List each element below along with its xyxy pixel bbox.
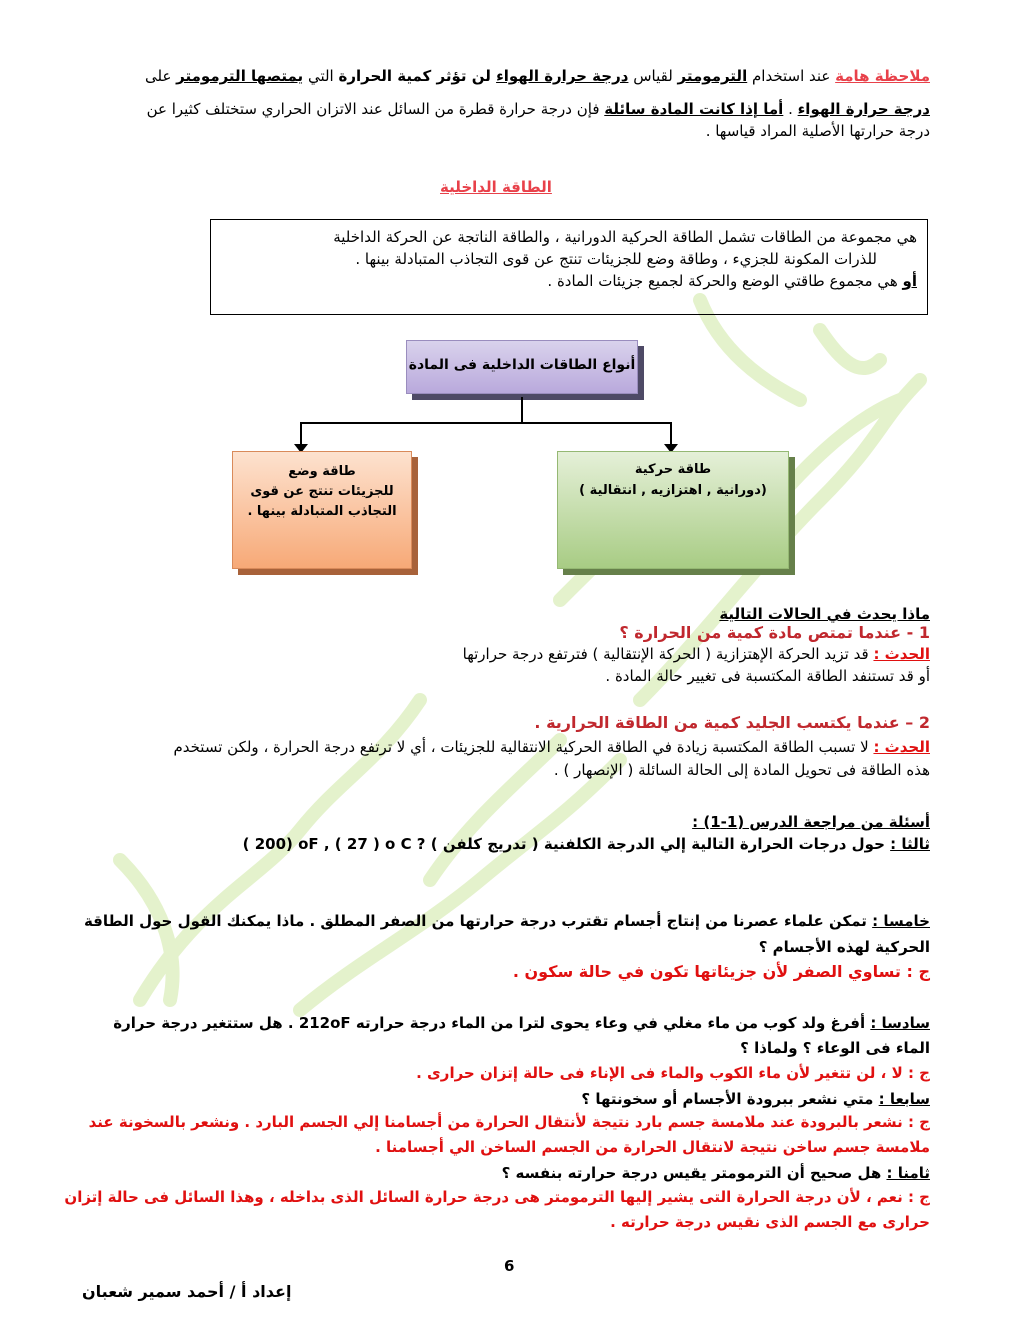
q6-label: سادسا : [870, 1014, 930, 1032]
internal-energy-heading: الطاقة الداخلية [440, 178, 552, 196]
q3-label: ثالثا : [890, 835, 930, 853]
q8-label: ثامنا : [886, 1164, 930, 1182]
case2-answer-line-2: هذه الطاقة فى تحويل المادة إلى الحالة السائلة ( الإنصهار ) . [553, 761, 930, 779]
review-heading: أسئلة من مراجعة الدرس (1-1) : [692, 813, 930, 831]
note-text-8: درجة حرارتها الأصلية المراد قياسها . [705, 122, 930, 140]
note-text-3: لن تؤثر كمية الحرارة [338, 67, 497, 85]
question-5-answer: ج : تساوي الصفر لأن جزيئاتها تكون في حالة سكون . [512, 962, 930, 981]
potential-title: طاقة وضع [288, 464, 356, 479]
note-line-2 [80, 99, 930, 119]
question-8-answer-1: ج : نعم ، لأن درجة الحرارة التى يشير إليها الترمومتر هى درجة حرارة السائل الذى بداخله ، وهذا السائل فى حالة إتزان [64, 1188, 930, 1206]
question-6-line-2: الماء فى الوعاء ؟ ولماذا ؟ [740, 1039, 930, 1057]
note-text-7: فإن درجة حرارة قطرة من السائل عند الاتزان الحراري ستختلف كثيرا عن [146, 100, 605, 118]
definition-line-3 [221, 270, 917, 292]
note-label: ملاحظة هامة [835, 67, 930, 85]
definition-line-1: هي مجموعة من الطاقات تشمل الطاقة الحركية الدورانية ، والطاقة الناتجة عن الحركة الداخلية [333, 228, 917, 246]
note-thermometer: الترمومتر [677, 67, 748, 85]
q5-text: تمكن علماء عصرنا من إنتاج أجسام تقترب درجة حرارتها من الصفر المطلق . ماذا يمكنك القول حول الطاقة [83, 912, 873, 930]
page-number: 6 [504, 1257, 515, 1275]
case2-question: 2 – عندما يكتسب الجليد كمية من الطاقة الحرارية . [534, 713, 930, 732]
potential-energy-box [232, 451, 412, 569]
note-text-2: لقياس [628, 67, 678, 85]
note-text-1: عند استخدام [747, 67, 836, 85]
case2-answer-1: لا تسبب الطاقة المكتسبة زيادة في الطاقة الحركية الانتقالية للجزيئات ، أي لا ترتفع درجة الحرارة ، ولكن تستخدم [173, 738, 874, 756]
question-6-line-1 [80, 1013, 930, 1033]
kinetic-subtitle: (دورانية , اهتزازيه , انتقالية ) [579, 483, 767, 498]
definition-box [210, 219, 928, 315]
case2-answer-line-1 [80, 737, 930, 757]
note-text-6: . [783, 100, 798, 118]
case1-answer-line-2: أو قد تستنفد الطاقة المكتسبة فى تغيير حالة المادة . [605, 667, 930, 685]
question-7 [80, 1089, 930, 1109]
q7-text: متي نشعر ببرودة الأجسام أو سخونتها ؟ [581, 1090, 879, 1108]
q7-label: سابعا : [878, 1090, 930, 1108]
note-air-temp: درجة حرارة الهواء [496, 67, 629, 85]
note-line-3 [80, 121, 930, 141]
kinetic-title: طاقة حركية [634, 462, 712, 477]
diagram-title-box: أنواع الطاقات الداخلية فى المادة [406, 340, 638, 394]
footer-author: إعداد أ / أحمد سمير شعبان [82, 1282, 292, 1301]
note-text-5: على [144, 67, 177, 85]
note-liquid: أما إذا كانت المادة سائلة [604, 100, 784, 118]
potential-line-1: للجزيئات تنتج عن قوى [250, 484, 394, 499]
question-7-answer-1: ج : نشعر بالبرودة عند ملامسة جسم بارد نتيجة لأنتقال الحرارة من أجسامنا إلي الجسم البارد . ونشعر بالسخونة عند [88, 1113, 930, 1131]
question-8-answer-2: حرارى مع الجسم الذى نقيس درجة حرارته . [610, 1213, 930, 1231]
q3-text: حول درجات الحرارة التالية إلي الدرجة الكلفنية ( تدريج كلفن ) [430, 835, 891, 853]
note-air-temp-2: درجة حرارة الهواء [797, 100, 930, 118]
note-line-1 [80, 66, 930, 86]
question-5-line-2: الحركية لهذه الأجسام ؟ [758, 938, 930, 956]
question-6-answer: ج : لا ، لن تتغير لأن ماء الكوب والماء فى الإناء فى حالة إتزان حرارى . [416, 1064, 930, 1082]
case1-answer-1: قد تزيد الحركة الإهتزازية ( الحركة الإنتقالية ) فترتفع درجة حرارتها [462, 645, 874, 663]
definition-or: أو [902, 272, 917, 290]
q6-text: أفرغ ولد كوب من ماء مغلي في وعاء يحوى لترا من الماء درجة حرارته 212oF . هل ستتغير درجة حرارة [113, 1014, 871, 1032]
definition-line-2: للذرات المكونة للجزيء ، وطاقة وضع للجزيئات تنتج عن قوى التجاذب المتبادلة بينها . [355, 250, 877, 268]
question-5-line-1 [80, 911, 930, 931]
question-3 [80, 834, 930, 854]
question-8 [80, 1163, 930, 1183]
definition-line-3-text: هي مجموع طاقتي الوضع والحركة لجميع جزيئات المادة . [547, 272, 903, 290]
note-text-4: التي [303, 67, 339, 85]
potential-line-2: التجاذب المتبادلة بينها . [247, 504, 397, 519]
case1-label: الحدث : [873, 645, 930, 663]
note-absorb: يمتصها الترمومتر [176, 67, 304, 85]
connector-vertical-main [521, 397, 523, 423]
q3-values: ( 200) oF , ( 27 ) o C ? [242, 835, 426, 853]
case1-question: 1 - عندما تمتص مادة كمية من الحرارة ؟ [619, 623, 930, 642]
q5-label: خامسا : [872, 912, 930, 930]
case2-label: الحدث : [873, 738, 930, 756]
case1-answer-line-1 [80, 644, 930, 664]
cases-heading: ماذا يحدث في الحالات التالية [719, 605, 930, 623]
connector-horizontal [300, 422, 672, 424]
q8-text: هل صحيح أن الترمومتر يقيس درجة حرارته بنفسه ؟ [501, 1164, 887, 1182]
question-7-answer-2: ملامسة جسم ساخن نتيجة لانتقال الحرارة من الجسم الساخن الي أجسامنا . [375, 1138, 930, 1156]
kinetic-energy-box [557, 451, 789, 569]
